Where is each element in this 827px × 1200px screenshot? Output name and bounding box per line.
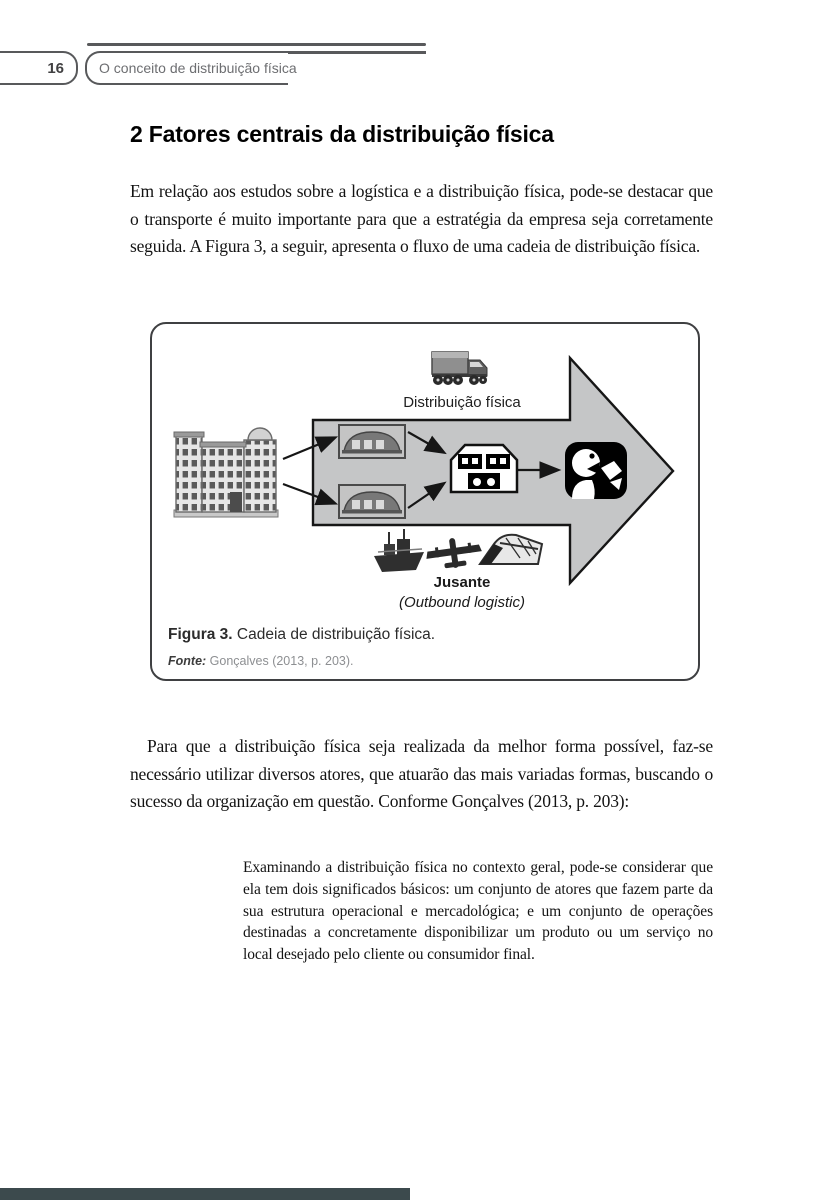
page-number: 16 bbox=[47, 59, 64, 77]
figure-box bbox=[150, 322, 700, 681]
paragraph-1: Em relação aos estudos sobre a logística e a distribuição física, pode-se destacar que o transporte é muito importante para que a estratégia da empresa seja corretamente seguida. A Figura 3, a seguir, apresenta o fluxo de uma cadeia de distribuição física. bbox=[130, 181, 713, 256]
paragraph-2: Para que a distribuição física seja realizada da melhor forma possível, faz-se necessário utilizar diversos atores, que atuarão das mais variadas formas, buscando o sucesso da organização em questão. Conforme Gonçalves (2013, p. 203): bbox=[130, 736, 713, 811]
truck-icon bbox=[430, 346, 490, 390]
page-number-box bbox=[0, 51, 78, 85]
figure-label-jusante: Jusante bbox=[433, 574, 491, 591]
figure-caption bbox=[168, 626, 435, 644]
figure-caption-label: Figura 3. bbox=[168, 626, 233, 643]
header-top-rule bbox=[87, 43, 426, 46]
ship-icon bbox=[370, 526, 428, 576]
figure-source bbox=[168, 654, 354, 668]
store-icon bbox=[449, 442, 519, 494]
airplane-icon bbox=[426, 536, 482, 572]
figure-label-outbound: (Outbound logistic) bbox=[399, 594, 525, 611]
footer-bar bbox=[0, 1188, 410, 1200]
figure-source-label: Fonte: bbox=[168, 654, 207, 668]
running-head: O conceito de distribuição física bbox=[99, 60, 297, 76]
factory-icon bbox=[172, 414, 282, 522]
train-icon bbox=[476, 528, 546, 572]
figure-source-text: Gonçalves (2013, p. 203). bbox=[206, 654, 354, 668]
figure-caption-text: Cadeia de distribuição física. bbox=[232, 626, 436, 643]
consumer-icon bbox=[565, 442, 627, 499]
figure-label-top: Distribuição física bbox=[403, 394, 521, 411]
section-heading: 2 Fatores centrais da distribuição física bbox=[130, 121, 554, 147]
warehouse-icon bbox=[338, 424, 406, 459]
warehouse-icon bbox=[338, 484, 406, 519]
block-quote: Examinando a distribuição física no contexto geral, pode-se considerar que ela tem dois significados básicos: um conjunto de atores que fazem parte da sua estrutura operacional e mercadológica; e um conjunto de operações destinadas a concretamente disponibilizar um produto ou um serviço no local desejado pelo cliente ou consumidor final. bbox=[243, 859, 713, 964]
running-head-top-extension bbox=[288, 51, 426, 54]
